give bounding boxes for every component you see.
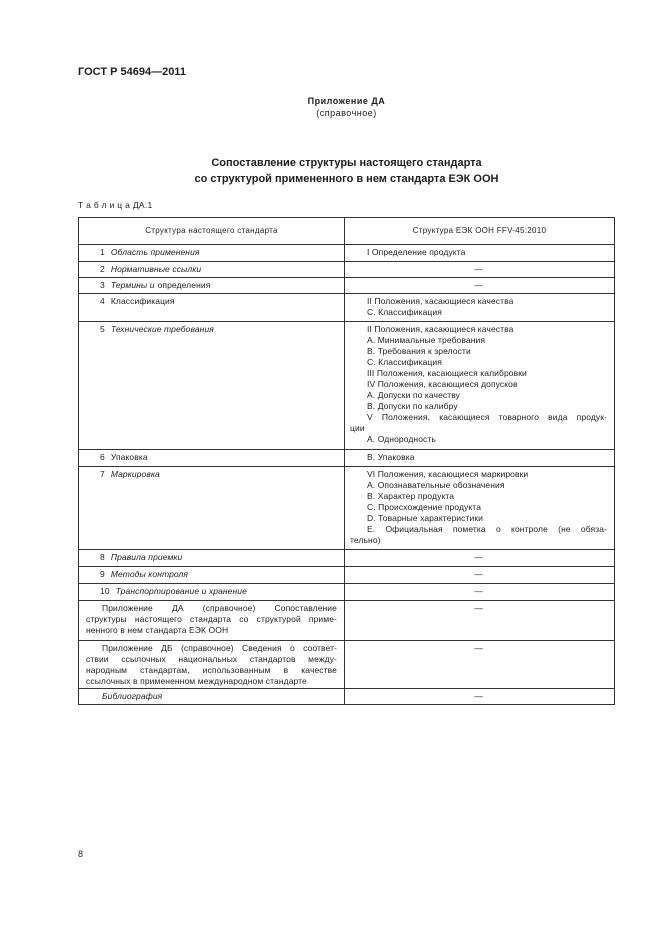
appendix-kind: (справочное)	[316, 108, 377, 118]
row-text-line: Приложение ДА (справочное) Сопоставление	[102, 603, 337, 613]
row-number: 6	[100, 452, 105, 462]
structure-cell	[79, 245, 345, 261]
unece-item: II Положения, касающиеся качества	[367, 296, 514, 306]
table-row	[79, 688, 614, 704]
unece-cell	[345, 689, 614, 704]
table-row	[79, 600, 614, 640]
row-number: 5	[100, 324, 105, 334]
table-row	[79, 549, 614, 566]
empty-dash: —	[474, 552, 483, 562]
row-entry	[86, 247, 337, 258]
unece-item: IV Положения, касающиеся допусков	[367, 379, 518, 389]
unece-item: VI Положения, касающиеся маркировки	[367, 469, 529, 479]
row-entry	[86, 552, 337, 563]
unece-item-continuation: ции	[350, 423, 365, 433]
document-code: ГОСТ Р 54694—2011	[78, 66, 186, 78]
table-header-row	[79, 218, 614, 244]
unece-cell	[345, 467, 614, 549]
structure-cell	[79, 641, 345, 688]
unece-item: E. Официальная пометка о контроле (не обяза-	[367, 524, 607, 534]
unece-item: II Положения, касающиеся качества	[367, 324, 514, 334]
empty-dash: —	[474, 691, 483, 701]
table-row	[79, 449, 614, 466]
structure-cell	[79, 601, 345, 640]
table-row	[79, 244, 614, 261]
row-label: Правила приемки	[110, 552, 183, 562]
unece-cell	[345, 278, 614, 293]
row-text-line: Приложение ДБ (справочное) Сведения о соответ-	[102, 643, 337, 653]
row-entry	[86, 469, 337, 480]
unece-cell	[345, 584, 614, 600]
row-label-tail: определения	[157, 280, 211, 290]
unece-item: A. Допуски по качеству	[367, 390, 461, 400]
row-label: Область применения	[110, 247, 200, 257]
unece-item: B. Требования к зрелости	[367, 346, 471, 356]
row-number: 4	[100, 296, 105, 306]
structure-cell	[79, 584, 345, 600]
unece-item: B. Упаковка	[367, 452, 415, 462]
unece-item: A. Опознавательные обозначения	[367, 480, 505, 490]
row-number: 2	[100, 264, 105, 274]
unece-item: A. Минимальные требования	[367, 335, 486, 345]
empty-dash: —	[474, 586, 483, 596]
table-row	[79, 321, 614, 449]
unece-item: III Положения, касающиеся калибровки	[367, 368, 527, 378]
appendix-label: Приложение ДА	[307, 96, 386, 106]
empty-dash: —	[474, 643, 483, 653]
unece-cell	[345, 294, 614, 321]
row-entry	[86, 296, 337, 307]
table-row	[79, 466, 614, 549]
structure-cell	[79, 550, 345, 566]
unece-item-continuation: тельно)	[350, 535, 381, 545]
row-entry	[86, 569, 337, 580]
row-text-line: народным стандартам, использованным в качестве	[86, 665, 337, 675]
unece-item: D. Товарные характеристики	[367, 513, 483, 523]
row-number: 3	[100, 280, 105, 290]
unece-item: C. Происхождение продукта	[367, 502, 482, 512]
unece-item: A. Однородность	[367, 434, 436, 444]
row-label: Маркировка	[110, 469, 160, 479]
row-label: Термины и	[110, 280, 155, 290]
unece-cell	[345, 245, 614, 261]
row-entry	[86, 324, 337, 335]
unece-item: C. Классификация	[367, 307, 442, 317]
row-text-line: ссылочных в примененном международном стандарте	[86, 676, 307, 686]
structure-cell	[79, 689, 345, 704]
unece-item: V Положения, касающиеся товарного вида продук-	[367, 412, 607, 422]
page-number: 8	[78, 849, 84, 859]
row-label: Транспортирование и хранение	[115, 586, 247, 596]
section-title-line-2: со структурой примененного в нем стандарта ЕЭК ООН	[194, 173, 499, 185]
row-entry	[86, 264, 337, 275]
unece-cell	[345, 450, 614, 466]
table-row	[79, 293, 614, 321]
column-header-unece: Структура ЕЭК ООН FFV-45:2010	[412, 226, 547, 235]
table-row	[79, 277, 614, 293]
structure-cell	[79, 567, 345, 583]
empty-dash: —	[474, 569, 483, 579]
row-number: 1	[100, 247, 105, 257]
row-number: 7	[100, 469, 105, 479]
structure-cell	[79, 322, 345, 449]
unece-item: B. Характер продукта	[367, 491, 455, 501]
table-row	[79, 566, 614, 583]
row-entry	[86, 586, 337, 597]
table-row	[79, 640, 614, 688]
unece-cell	[345, 641, 614, 688]
unece-cell	[345, 322, 614, 449]
unece-item: B. Допуски по калибру	[367, 401, 458, 411]
unece-cell	[345, 567, 614, 583]
row-entry	[86, 452, 337, 463]
table-row	[79, 261, 614, 277]
structure-cell	[79, 278, 345, 293]
row-label: Упаковка	[110, 452, 148, 462]
empty-dash: —	[474, 603, 483, 613]
structure-cell	[79, 262, 345, 277]
column-header-national: Структура настоящего стандарта	[79, 218, 345, 244]
empty-dash: —	[474, 280, 483, 290]
row-number: 8	[100, 552, 105, 562]
row-text-line: ствии ссылочных национальных стандартов между-	[86, 654, 337, 664]
section-title-line-1: Сопоставление структуры настоящего стандарта	[211, 157, 482, 169]
comparison-table	[78, 217, 615, 705]
row-label: Библиография	[102, 691, 163, 701]
unece-cell	[345, 601, 614, 640]
row-label: Классификация	[110, 296, 175, 306]
structure-cell	[79, 294, 345, 321]
unece-item: C. Классификация	[367, 357, 442, 367]
row-label: Нормативные ссылки	[110, 264, 202, 274]
table-row	[79, 583, 614, 600]
row-entry	[86, 280, 337, 291]
row-number: 10	[100, 586, 110, 596]
unece-cell	[345, 262, 614, 277]
row-number: 9	[100, 569, 105, 579]
empty-dash: —	[474, 264, 483, 274]
unece-item: I Определение продукта	[367, 247, 466, 257]
row-label: Технические требования	[110, 324, 214, 334]
table-caption: Т а б л и ц а ДА.1	[78, 200, 153, 210]
row-label: Методы контроля	[110, 569, 189, 579]
structure-cell	[79, 467, 345, 549]
row-text-line: структуры настоящего стандарта со структурой приме-	[86, 614, 337, 624]
unece-cell	[345, 550, 614, 566]
row-text-line: ненного в нем стандарта ЕЭК ООН	[86, 625, 229, 635]
structure-cell	[79, 450, 345, 466]
